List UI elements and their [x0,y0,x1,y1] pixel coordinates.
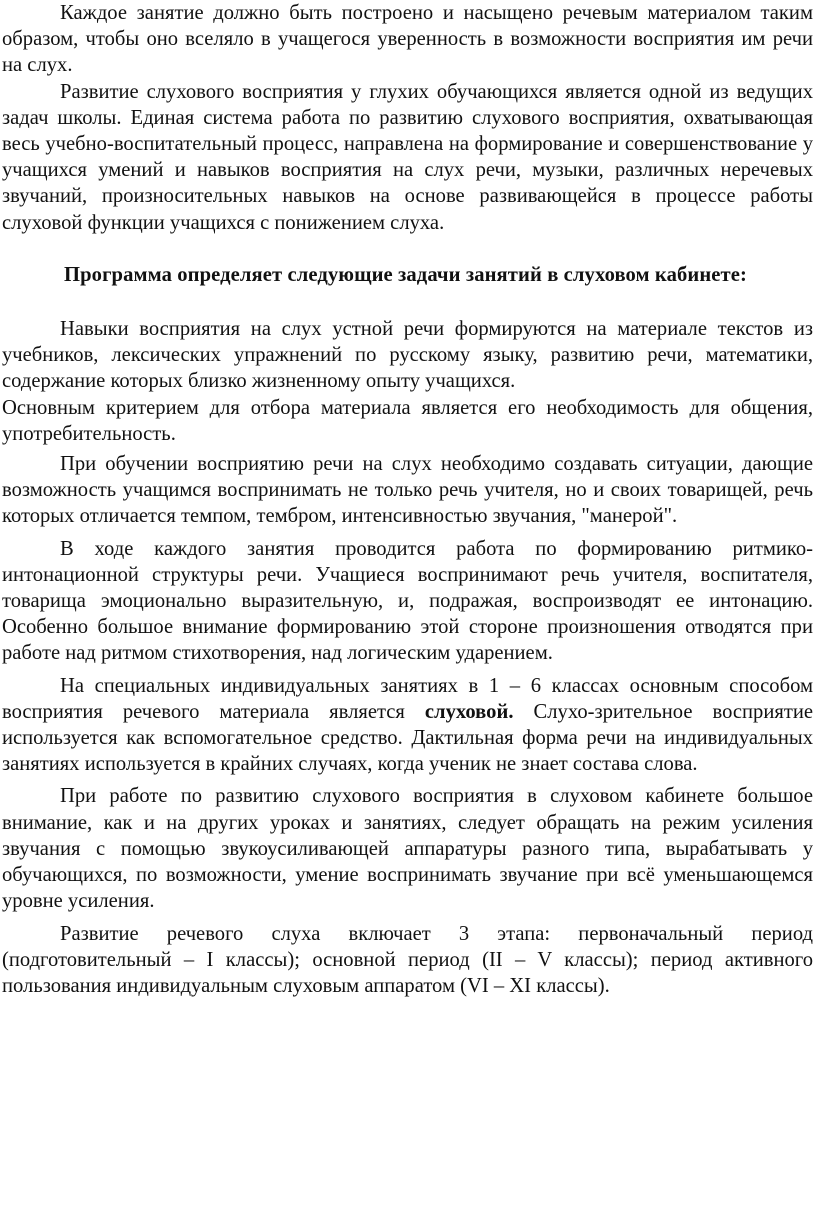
paragraph-auditory-development: Развитие слухового восприятия у глухих обучающихся является одной из ведущих задач школы. Единая система работа по развитию слухового восприятия, охватывающая весь учебно-воспитательный процесс, направлена на формирование и совершенствование у учащихся умений и навыков восприятия на слух речи, музыки, различных неречевых звучаний, произносительных навыков на основе развивающейся в процессе работы слуховой функции учащихся с понижением слуха. [2,80,813,234]
paragraph-amplification: При работе по развитию слухового восприятия в слуховом кабинете большое внимание, как и на других уроках и занятиях, следует обращать на режим усиления звучания с помощью звукоусиливающей аппаратуры разного типа, вырабатывать у обучающихся, по возможности, умение воспринимать звучание при всё уменьшающемся уровне усиления. [2,785,813,913]
paragraph-speech-material: Каждое занятие должно быть построено и насыщено речевым материалом таким образом, чтобы оно вселяло в учащегося уверенность в возможности восприятия им речи на слух. [2,2,813,77]
paragraph-individual-lessons [2,673,813,778]
auditory-emphasis: слуховой. [424,700,514,723]
individual-lessons-text-start: На специальных индивидуальных занятиях в 1 – 6 классах основным способом восприятия речевого материала является [2,674,813,723]
paragraph-selection-criterion: Основным критерием для отбора материала является его необходимость для общения, употребительность. [2,396,813,445]
paragraph-three-stages: Развитие речевого слуха включает 3 этапа: первоначальный период (подготовительный – I классы); основной период (II – V классы); период активного пользования индивидуальным слуховым аппаратом (VI – XI классы). [2,922,813,997]
paragraph-situations: При обучении восприятию речи на слух необходимо создавать ситуации, дающие возможность учащимся воспринимать не только речь учителя, но и своих товарищей, речь которых отличается темпом, тембром, интенсивностью звучания, "манерой". [2,453,813,528]
section-heading: Программа определяет следующие задачи занятий в слуховом кабинете: [64,263,747,286]
individual-lessons-text-end: Слухо-зрительное восприятие используется как вспомогательное средство. Дактильная форма речи на индивидуальных занятиях используется в крайних случаях, когда ученик не знает состава слова. [2,700,814,776]
paragraph-perception-skills: Навыки восприятия на слух устной речи формируются на материале текстов из учебников, лексических упражнений по русскому языку, развитию речи, математики, содержание которых близко жизненному опыту учащихся. [2,318,813,393]
paragraph-rhythm-intonation: В ходе каждого занятия проводится работа по формированию ритмико-интонационной структуры речи. Учащиеся воспринимают речь учителя, воспитателя, товарища эмоционально выразительную, и, подражая, воспроизводят ее интонацию. Особенно большое внимание формированию этой стороне произношения отводятся при работе над ритмом стихотворения, над логическим ударением. [2,537,813,665]
